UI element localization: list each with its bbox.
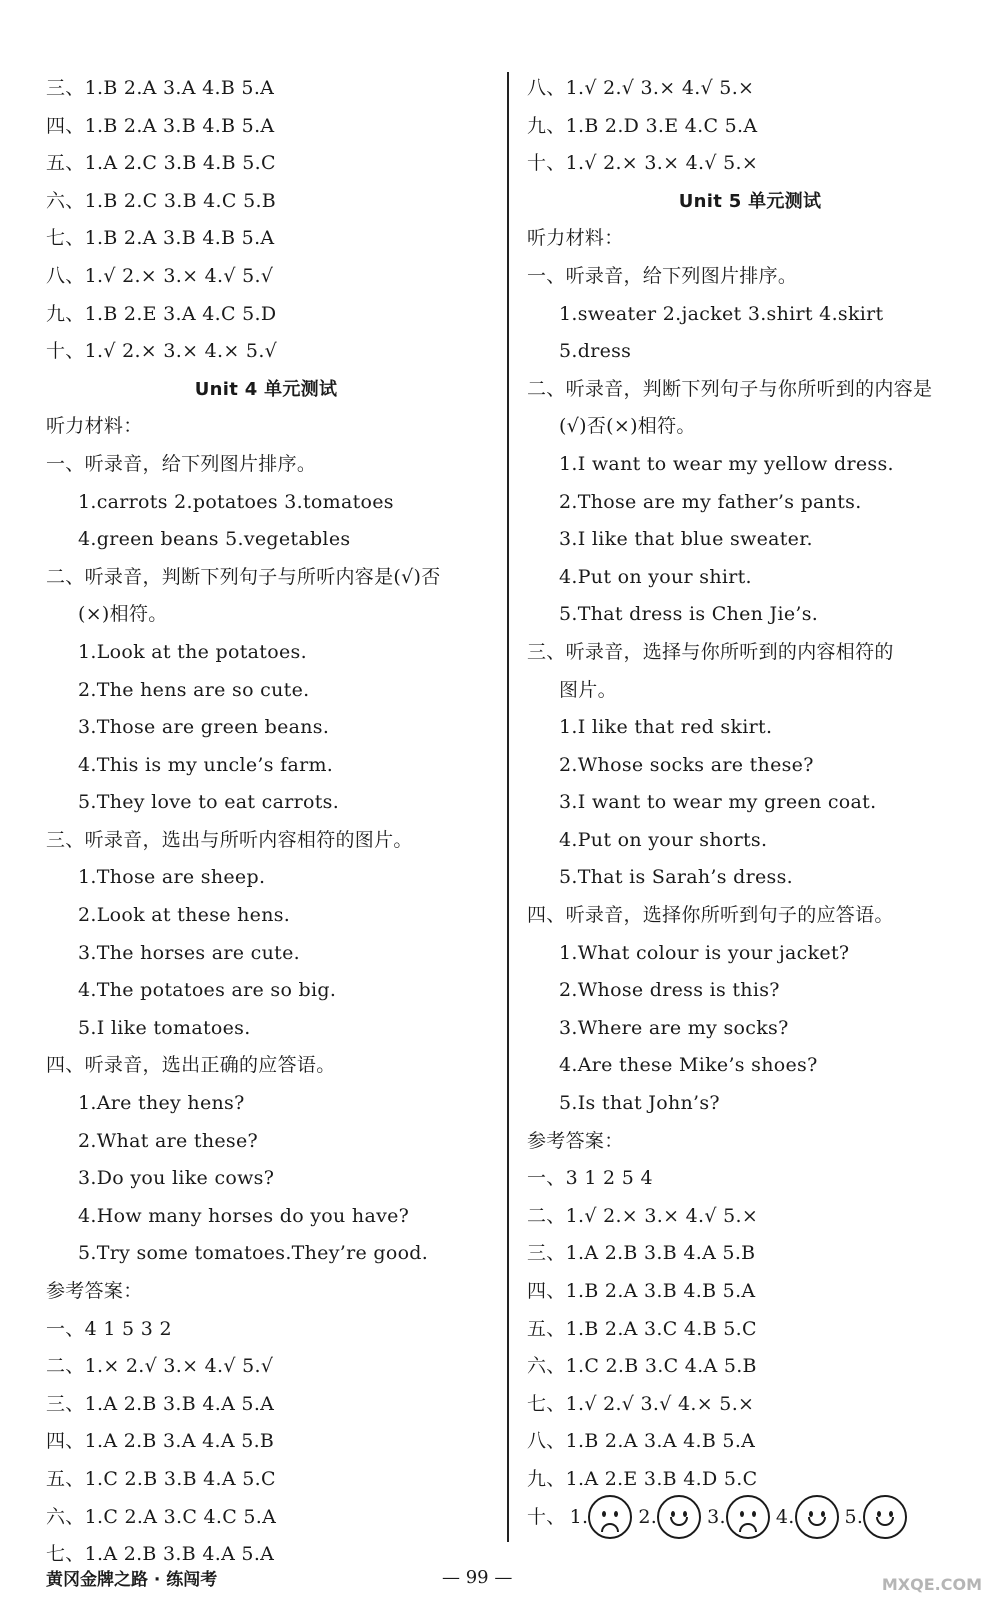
footer-book-title: 黄冈金牌之路 · 练闯考 <box>46 1570 218 1590</box>
text-line: 八、1.√ 2.√ 3.× 4.√ 5.× <box>527 77 755 99</box>
text-line: 3.Where are my socks? <box>559 1016 789 1039</box>
text-line: 图片。 <box>559 678 617 701</box>
text-line: 三、听录音，选择与你所听到的内容相符的 <box>527 640 894 663</box>
text-line: 听力材料： <box>46 415 143 438</box>
text-line: 九、1.B 2.E 3.A 4.C 5.D <box>46 302 277 325</box>
text-line: 六、1.B 2.C 3.B 4.C 5.B <box>46 189 277 212</box>
face-answer <box>845 1495 908 1539</box>
text-line: 5.Try some tomatoes.They’re good. <box>78 1242 429 1265</box>
page-number: — 99 — <box>442 1567 513 1588</box>
text-line: 5.dress <box>559 340 632 363</box>
text-line: 2.What are these? <box>78 1129 258 1152</box>
happy-face-icon <box>863 1495 907 1539</box>
text-line: 九、1.A 2.E 3.B 4.D 5.C <box>527 1467 758 1490</box>
text-line: 三、听录音，选出与所听内容相符的图片。 <box>46 828 413 851</box>
text-line: 四、1.B 2.A 3.B 4.B 5.A <box>527 1280 756 1302</box>
text-line: 4.The potatoes are so big. <box>78 979 337 1002</box>
face-answer <box>638 1495 701 1539</box>
text-line: 十、1.√ 2.× 3.× 4.√ 5.× <box>527 152 759 175</box>
text-line: 4.Put on your shirt. <box>559 565 752 588</box>
text-line: 2.Those are my father’s pants. <box>559 490 862 513</box>
text-line: 1.Look at the potatoes. <box>78 640 307 663</box>
unit-heading: Unit 4 单元测试 <box>194 378 338 400</box>
face-answer <box>776 1495 839 1539</box>
text-line: 3.I like that blue sweater. <box>559 528 813 551</box>
text-line: 4.green beans 5.vegetables <box>78 528 351 551</box>
text-line: 1.sweater 2.jacket 3.shirt 4.skirt <box>559 302 884 325</box>
text-line: 一、3 1 2 5 4 <box>527 1167 653 1190</box>
faces-label: 十、 <box>527 1505 566 1528</box>
text-line: 4.Put on your shorts. <box>559 828 768 851</box>
text-line: 四、1.B 2.A 3.B 4.B 5.A <box>46 114 275 137</box>
text-line: 六、1.C 2.B 3.C 4.A 5.B <box>527 1355 757 1378</box>
column-divider <box>507 72 509 1542</box>
text-line: 八、1.√ 2.× 3.× 4.√ 5.√ <box>46 264 274 287</box>
text-line: (×)相符。 <box>78 603 168 626</box>
right-lines <box>527 70 973 1499</box>
right-column <box>527 70 973 1536</box>
sad-face-icon <box>726 1495 770 1539</box>
text-line: 二、1.× 2.√ 3.× 4.√ 5.√ <box>46 1355 274 1378</box>
face-number: 2. <box>638 1505 658 1528</box>
text-line: 1.Those are sheep. <box>78 866 266 889</box>
text-line: 参考答案： <box>527 1129 624 1152</box>
text-line: 十、1.√ 2.× 3.× 4.× 5.√ <box>46 340 278 363</box>
text-line: (√)否(×)相符。 <box>559 415 696 438</box>
left-column <box>46 70 486 1574</box>
text-line: 3.I want to wear my green coat. <box>559 791 877 814</box>
text-line: 三、1.A 2.B 3.B 4.A 5.B <box>527 1242 756 1265</box>
text-line: 4.Are these Mike’s shoes? <box>559 1054 818 1077</box>
text-line: 三、1.B 2.A 3.A 4.B 5.A <box>46 77 275 99</box>
text-line: 七、1.√ 2.√ 3.√ 4.× 5.× <box>527 1392 755 1415</box>
text-line: 五、1.A 2.C 3.B 4.B 5.C <box>46 152 276 175</box>
text-line: 5.Is that John’s? <box>559 1092 720 1115</box>
text-line: 一、听录音，给下列图片排序。 <box>527 264 798 287</box>
text-line: 5.That dress is Chen Jie’s. <box>559 603 819 626</box>
text-line: 1.carrots 2.potatoes 3.tomatoes <box>78 490 394 513</box>
text-line: 1.Are they hens? <box>78 1092 245 1115</box>
sad-face-icon <box>588 1495 632 1539</box>
faces-holder <box>570 1495 914 1539</box>
text-line: 3.Those are green beans. <box>78 716 330 739</box>
faces-row <box>527 1499 973 1537</box>
text-line: 参考答案： <box>46 1280 143 1302</box>
text-line: 四、听录音，选择你所听到句子的应答语。 <box>527 904 894 927</box>
happy-face-icon <box>657 1495 701 1539</box>
text-line: 三、1.A 2.B 3.B 4.A 5.A <box>46 1392 275 1415</box>
text-line: 五、1.B 2.A 3.C 4.B 5.C <box>527 1317 757 1340</box>
face-number: 3. <box>707 1505 726 1528</box>
happy-face-icon <box>795 1495 839 1539</box>
text-line: 1.What colour is your jacket? <box>559 941 850 964</box>
text-line: 2.Whose socks are these? <box>559 753 814 776</box>
text-line: 九、1.B 2.D 3.E 4.C 5.A <box>527 114 758 137</box>
text-line: 3.The horses are cute. <box>78 941 300 964</box>
text-line: 四、1.A 2.B 3.A 4.A 5.B <box>46 1430 275 1453</box>
text-line: 5.That is Sarah’s dress. <box>559 866 793 889</box>
text-line: 五、1.C 2.B 3.B 4.A 5.C <box>46 1467 276 1490</box>
text-line: 2.The hens are so cute. <box>78 678 310 701</box>
text-line: 一、4 1 5 3 2 <box>46 1317 172 1340</box>
text-line: 八、1.B 2.A 3.A 4.B 5.A <box>527 1430 756 1453</box>
text-line: 5.They love to eat carrots. <box>78 791 340 814</box>
text-line: 一、听录音，给下列图片排序。 <box>46 452 317 475</box>
text-line: 听力材料： <box>527 227 624 250</box>
text-line: 4.How many horses do you have? <box>78 1204 410 1227</box>
face-number: 5. <box>844 1505 864 1528</box>
corner-watermark: MXQE.COM <box>881 1575 982 1594</box>
face-number: 4. <box>775 1505 795 1528</box>
text-line: 七、1.A 2.B 3.B 4.A 5.A <box>46 1543 275 1566</box>
face-number: 1. <box>569 1505 589 1528</box>
text-line: 4.This is my uncle’s farm. <box>78 753 334 776</box>
unit-heading: Unit 5 单元测试 <box>678 190 822 212</box>
text-line: 六、1.C 2.A 3.C 4.C 5.A <box>46 1505 277 1528</box>
text-line: 1.I want to wear my yellow dress. <box>559 452 894 475</box>
text-line: 2.Look at these hens. <box>78 904 291 927</box>
face-answer <box>707 1495 770 1539</box>
text-line: 四、听录音，选出正确的应答语。 <box>46 1054 336 1077</box>
text-line: 2.Whose dress is this? <box>559 979 780 1002</box>
text-line: 3.Do you like cows? <box>78 1167 275 1190</box>
text-line: 七、1.B 2.A 3.B 4.B 5.A <box>46 227 275 250</box>
text-line: 二、听录音，判断下列句子与所听内容是(√)否 <box>46 565 441 588</box>
text-line: 5.I like tomatoes. <box>78 1016 251 1039</box>
face-answer <box>570 1495 633 1539</box>
text-line: 1.I like that red skirt. <box>559 716 773 739</box>
text-line: 二、1.√ 2.× 3.× 4.√ 5.× <box>527 1204 759 1227</box>
text-line: 二、听录音，判断下列句子与你所听到的内容是 <box>527 377 933 400</box>
